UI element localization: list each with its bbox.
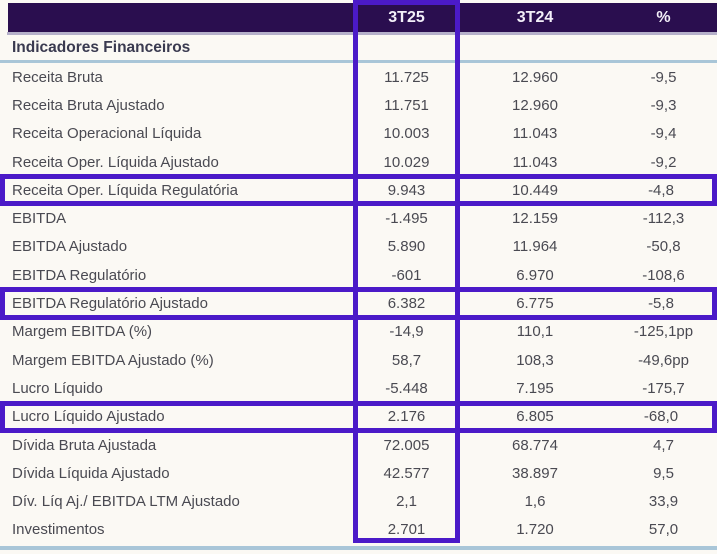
row-value-3t24: 7.195 <box>516 379 554 397</box>
row-value-percent: -50,8 <box>646 238 681 256</box>
column-header-3t24: 3T24 <box>516 8 554 26</box>
table-header-bar <box>8 3 717 32</box>
row-value-3t25: 5.890 <box>387 238 426 256</box>
column-header-3t25: 3T25 <box>388 8 425 26</box>
row-value-3t25: -601 <box>391 266 422 284</box>
row-value-3t24: 12.960 <box>512 68 558 86</box>
row-value-3t24: 68.774 <box>512 436 558 454</box>
row-value-3t25: 2.701 <box>387 521 426 539</box>
row-value-percent: -5,8 <box>648 295 674 313</box>
row-label: Receita Operacional Líquida <box>12 125 202 143</box>
row-value-3t25: -5.448 <box>385 379 428 397</box>
row-value-percent: -9,2 <box>650 153 677 171</box>
row-value-percent: -112,3 <box>642 210 685 228</box>
table-row <box>0 233 717 261</box>
section-title: Indicadores Financeiros <box>12 38 191 56</box>
table-row <box>0 318 717 346</box>
row-value-3t24: 6.805 <box>516 408 554 426</box>
row-value-percent: -9,4 <box>650 125 677 143</box>
column-header-percent: % <box>656 8 671 26</box>
row-value-3t24: 38.897 <box>512 464 558 482</box>
row-label: Lucro Líquido <box>12 379 103 397</box>
row-label: Investimentos <box>12 521 105 539</box>
row-value-percent: 9,5 <box>653 464 674 482</box>
row-value-3t24: 108,3 <box>516 351 554 369</box>
row-label: Dívida Bruta Ajustada <box>12 436 157 454</box>
row-value-percent: 4,7 <box>653 436 674 454</box>
row-value-percent: -108,6 <box>642 266 685 284</box>
row-value-3t24: 1,6 <box>524 493 546 511</box>
row-value-percent: -4,8 <box>648 181 674 199</box>
table-row <box>0 91 717 119</box>
separator-line-bottom <box>0 546 717 550</box>
table-row <box>0 63 717 91</box>
row-value-3t24: 12.960 <box>512 96 558 114</box>
table-row <box>0 431 717 459</box>
row-value-3t25: 58,7 <box>391 351 422 369</box>
row-label: EBITDA <box>12 210 67 228</box>
row-label: Margem EBITDA (%) <box>12 323 153 341</box>
row-value-3t24: 11.043 <box>512 125 558 143</box>
row-value-percent: -9,3 <box>650 96 677 114</box>
row-label: Margem EBITDA Ajustado (%) <box>12 351 214 369</box>
row-value-3t24: 11.964 <box>512 238 558 256</box>
row-label: Receita Oper. Líquida Regulatória <box>12 181 238 199</box>
table-row <box>0 120 717 148</box>
row-value-percent: 33,9 <box>648 493 679 511</box>
row-value-3t25: -1.495 <box>385 210 428 228</box>
row-value-3t25: 2.176 <box>387 408 426 426</box>
row-value-3t25: 2,1 <box>396 493 417 511</box>
row-value-percent: 57,0 <box>648 521 679 539</box>
row-label: Dívida Líquida Ajustado <box>12 464 170 482</box>
row-label: Receita Bruta <box>12 68 103 86</box>
table-row <box>0 374 717 402</box>
section-title-row <box>0 35 717 60</box>
row-value-3t25: 10.029 <box>383 153 430 171</box>
row-value-3t25: 11.751 <box>384 96 429 114</box>
table-row <box>0 148 717 176</box>
row-label: Receita Oper. Líquida Ajustado <box>12 153 219 171</box>
table-row <box>0 516 717 544</box>
row-value-3t24: 12.159 <box>512 210 558 228</box>
row-value-3t24: 6.775 <box>516 295 554 313</box>
row-value-3t24: 6.970 <box>516 266 554 284</box>
row-label: EBITDA Regulatório Ajustado <box>12 295 208 313</box>
row-value-3t25: 72.005 <box>383 436 430 454</box>
row-value-percent: -125,1pp <box>633 323 694 341</box>
row-value-3t24: 11.043 <box>512 153 558 171</box>
row-label: EBITDA Ajustado <box>12 238 128 256</box>
table-row <box>0 204 717 232</box>
row-label: Lucro Líquido Ajustado <box>12 408 165 426</box>
row-label: Receita Bruta Ajustado <box>12 96 165 114</box>
row-value-percent: -68,0 <box>643 408 679 426</box>
table-row-highlighted <box>0 401 717 433</box>
row-label: Dív. Líq Aj./ EBITDA LTM Ajustado <box>12 493 240 511</box>
table-body <box>0 63 717 544</box>
row-value-percent: -49,6pp <box>638 351 689 369</box>
table-row <box>0 346 717 374</box>
table-row <box>0 459 717 487</box>
row-value-3t25: 42.577 <box>383 464 430 482</box>
row-value-3t25: 9.943 <box>387 181 426 199</box>
row-value-3t24: 10.449 <box>512 181 558 199</box>
table-row <box>0 261 717 289</box>
table-row-highlighted <box>0 287 717 319</box>
row-value-3t25: -14,9 <box>389 323 424 341</box>
table-row <box>0 487 717 515</box>
row-label: EBITDA Regulatório <box>12 266 147 284</box>
row-value-3t25: 10.003 <box>383 125 430 143</box>
row-value-3t25: 6.382 <box>387 295 426 313</box>
table-row-highlighted <box>0 174 717 206</box>
row-value-percent: -175,7 <box>642 379 685 397</box>
row-value-3t25: 11.725 <box>384 68 429 86</box>
row-value-3t24: 1.720 <box>516 521 554 539</box>
row-value-percent: -9,5 <box>650 68 677 86</box>
row-value-3t24: 110,1 <box>516 323 554 341</box>
